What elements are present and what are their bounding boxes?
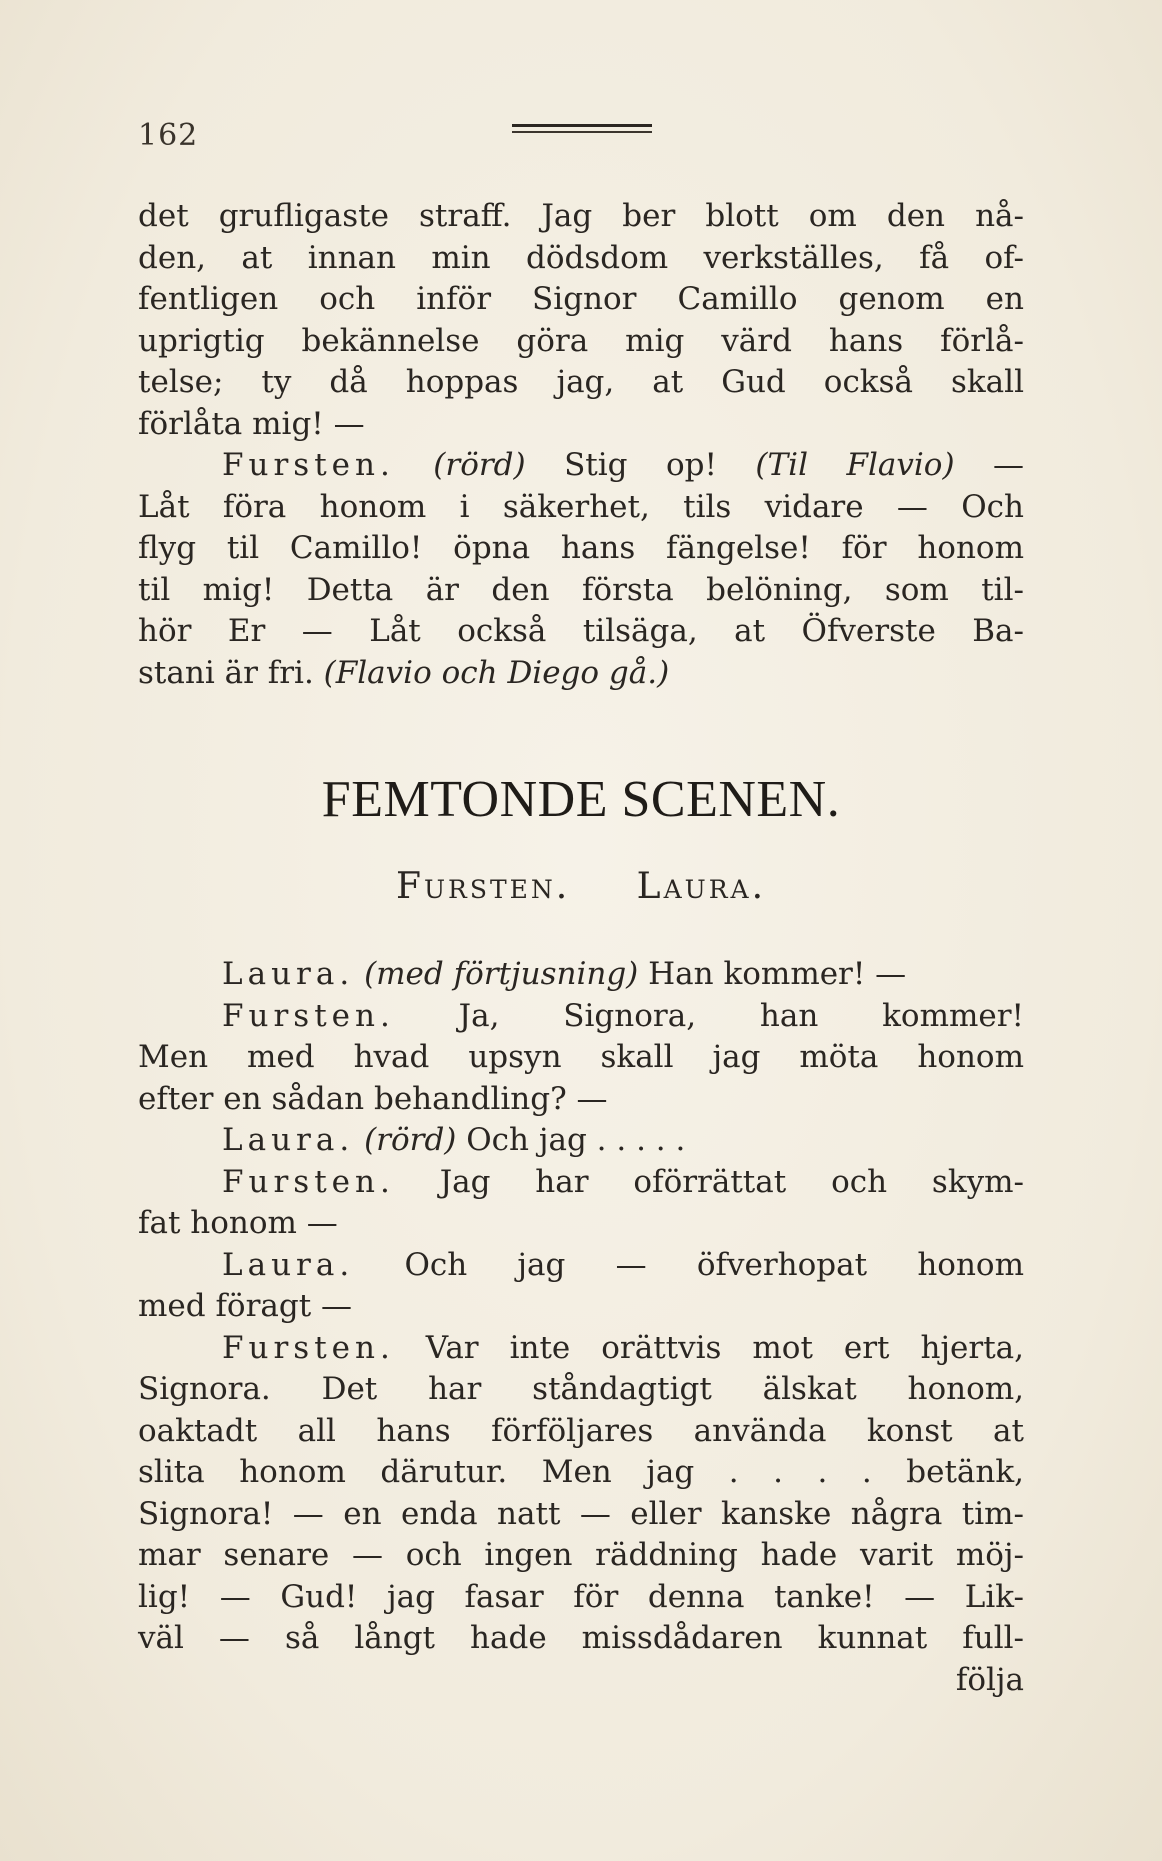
speech-text: Han kommer! —	[638, 956, 907, 992]
speech-text: Och jag — öfverhopat honom	[354, 1246, 1024, 1283]
speech-text: Stig op!	[525, 447, 756, 483]
text-line	[138, 653, 1024, 695]
text-line: Signora! — en enda natt — eller kanske några tim-	[138, 1495, 1024, 1532]
speech-line	[138, 954, 1024, 996]
page-header	[0, 118, 1162, 158]
text-line: det grufligaste straff. Jag ber blott om den nå-	[138, 198, 1024, 234]
speech-text: stani är fri.	[138, 654, 324, 691]
speech-text: Var inte orättvis mot ert hjerta,	[394, 1329, 1024, 1366]
text-line: til mig! Detta är den första belöning, som til-	[138, 571, 1024, 608]
text-line: hör Er — Låt också tilsäga, at Öfverste Ba-	[138, 613, 1024, 649]
ornament-rule-thin	[512, 131, 652, 133]
text-line: med föragt —	[138, 1288, 353, 1324]
speech-line	[138, 1245, 1024, 1287]
text-line: flyg til Camillo! öpna hans fängelse! för honom	[138, 530, 1024, 566]
text-block-scene	[138, 954, 1024, 1701]
stage-direction: (rörd)	[433, 447, 526, 483]
page-number: 162	[138, 118, 199, 153]
stage-direction: (Til Flavio)	[755, 447, 955, 483]
speaker-name: Fursten.	[222, 1163, 395, 1200]
text-line: efter en sådan behandling? —	[138, 1080, 608, 1117]
speech-line	[138, 1120, 1024, 1162]
speech-line	[138, 996, 1024, 1038]
text-line: fat honom —	[138, 1205, 338, 1241]
scene-title: FEMTONDE SCENEN.	[321, 771, 841, 828]
catchword: följa	[955, 1661, 1024, 1698]
speaker-name: Laura.	[222, 1246, 355, 1283]
character-name: Laura.	[636, 866, 767, 907]
text-line: Signora. Det har ståndagtigt älskat honom,	[138, 1371, 1024, 1407]
text-line: telse; ty då hoppas jag, at Gud också skall	[138, 364, 1024, 400]
speech-line	[138, 445, 1024, 487]
speech-text: —	[954, 447, 1025, 483]
text-line: fentligen och inför Signor Camillo genom en	[138, 281, 1024, 317]
text-line: mar senare — och ingen räddning hade varit möj-	[138, 1537, 1024, 1573]
text-line: slita honom därutur. Men jag . . . . betänk,	[138, 1454, 1024, 1490]
speaker-name: Laura.	[222, 1122, 355, 1158]
speech-text: Och jag . . . . .	[456, 1122, 686, 1158]
speaker-name: Fursten.	[222, 1329, 395, 1366]
stage-direction: (Flavio och Diego gå.)	[323, 654, 670, 691]
text-line: väl — så långt hade missdådaren kunnat full-	[138, 1620, 1024, 1656]
text-line: förlåta mig! —	[138, 405, 365, 442]
stage-direction: (med förtjusning)	[364, 956, 639, 992]
text-block-top	[138, 196, 1024, 694]
text-line: Låt föra honom i säkerhet, tils vidare — Och	[138, 488, 1024, 525]
speaker-name: Fursten.	[222, 997, 395, 1034]
speech-text: Ja, Signora, han kommer!	[394, 997, 1024, 1034]
ornament-rule-thick	[512, 124, 652, 127]
character-name: Fursten.	[395, 866, 571, 907]
speech-line	[138, 1162, 1024, 1204]
scene-characters	[0, 866, 1162, 907]
header-ornament	[512, 124, 652, 144]
text-line: lig! — Gud! jag fasar för denna tanke! — Lik-	[138, 1578, 1024, 1615]
text-line: uprigtig bekännelse göra mig värd hans förlå-	[138, 322, 1024, 359]
speech-text: Jag har oförrättat och skym-	[394, 1163, 1024, 1200]
speaker-name: Laura.	[222, 956, 355, 992]
text-line: Men med hvad upsyn skall jag möta honom	[138, 1039, 1024, 1075]
text-line: den, at innan min dödsdom verkställes, få of-	[138, 239, 1024, 276]
text-line: oaktadt all hans förföljares använda konst at	[138, 1412, 1024, 1449]
speech-line	[138, 1328, 1024, 1370]
stage-direction: (rörd)	[364, 1122, 457, 1158]
speaker-name: Fursten.	[222, 447, 395, 483]
